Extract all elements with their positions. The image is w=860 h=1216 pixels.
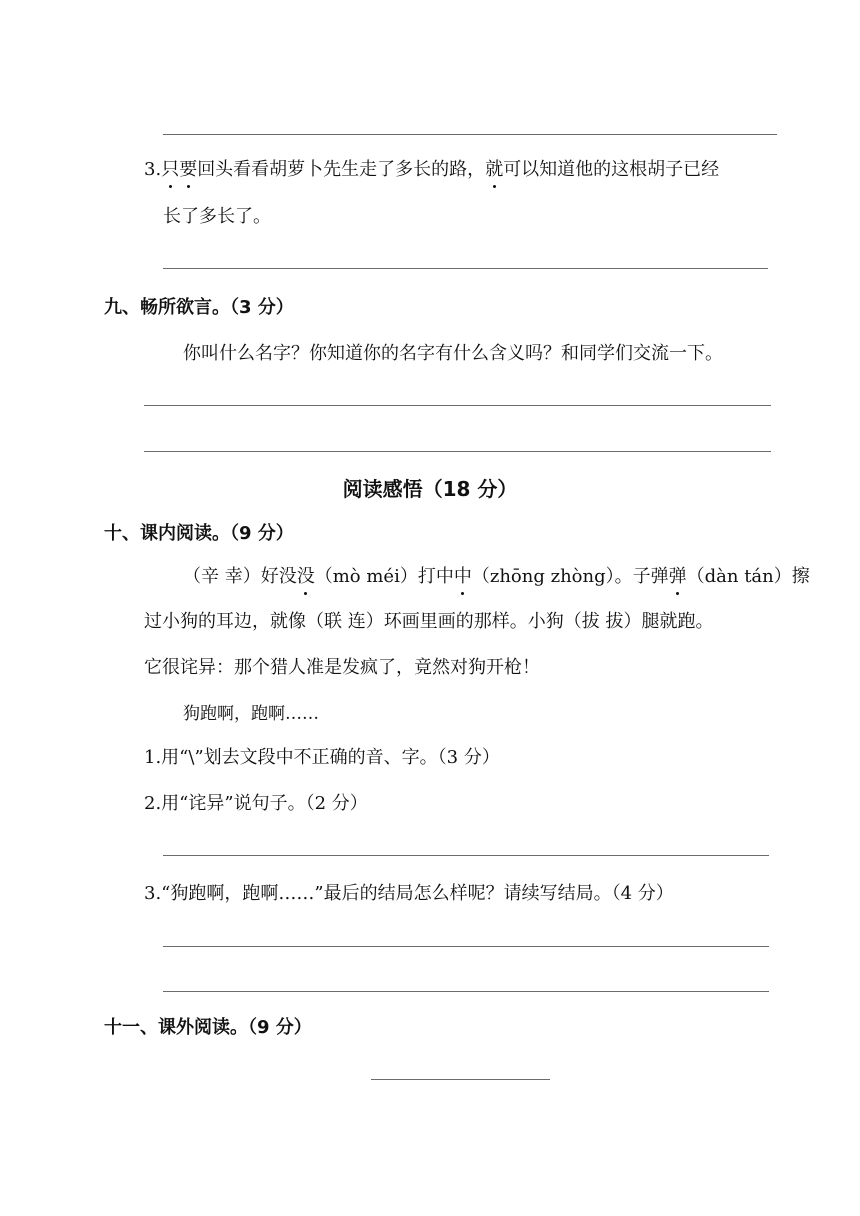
emphasized-char: 中 [453,566,472,587]
answer-line[interactable] [163,855,769,856]
answer-line[interactable] [163,268,768,269]
passage-text: （mò méi）打中 [314,566,454,587]
passage-line-1 [183,565,810,589]
sub-question-3: 3.“狗跑啊，跑啊……”最后的结局怎么样呢？请续写结局。（4 分） [144,883,674,904]
answer-line[interactable] [144,451,771,452]
passage-text: （zhōng zhòng）。子弹 [471,566,669,587]
sentence-text: 可以知道他的这根胡子已经 [503,159,720,180]
passage-line-4: 狗跑啊，跑啊…… [183,704,319,724]
answer-line[interactable] [163,991,769,992]
question-item-3-continued: 长了多长了。 [163,206,271,227]
sub-question-2: 2.用“诧异”说句子。（2 分） [144,793,368,814]
sentence-text: 回头看看胡萝卜先生走了多长的路， [197,159,486,180]
item-number: 3. [144,159,162,180]
section-9-prompt: 你叫什么名字？你知道你的名字有什么含义吗？和同学们交流一下。 [183,343,723,364]
emphasized-char: 只 [161,159,180,180]
emphasized-char: 要 [179,159,198,180]
passage-text: （dàn tán）擦 [686,566,810,587]
answer-line[interactable] [163,946,769,947]
emphasized-char: 就 [485,159,504,180]
sub-question-1: 1.用“\”划去文段中不正确的音、字。（3 分） [144,747,500,768]
section-heading-11: 十一、课外阅读。（9 分） [104,1017,312,1038]
emphasized-char: 没 [296,566,315,587]
passage-line-3: 它很诧异：那个猎人准是发疯了，竟然对狗开枪！ [144,657,540,678]
emphasized-char: 弹 [668,566,687,587]
section-heading-9: 九、畅所欲言。（3 分） [104,297,294,318]
section-title: 阅读感悟（18 分） [342,477,518,501]
passage-text: （辛 幸）好没 [183,566,297,587]
answer-line[interactable] [163,134,777,135]
answer-line[interactable] [144,405,771,406]
passage-line-2: 过小狗的耳边，就像（联 连）环画里画的那样。小狗（拔 拔）腿就跑。 [144,611,714,632]
footer-divider [371,1079,550,1080]
question-item-3 [144,158,719,182]
section-heading-10: 十、课内阅读。（9 分） [104,523,294,544]
